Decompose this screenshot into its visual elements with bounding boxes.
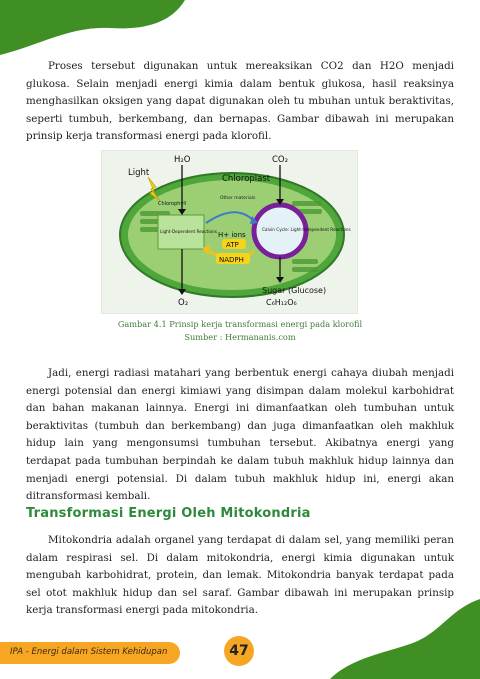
h2o-label: H₂O [174,155,191,165]
light-dependent-label: Light-Dependent Reactions [160,229,217,234]
nadph-label: NADPH [219,256,244,264]
chloroplast-label: Chloroplast [222,174,271,184]
chloroplast-diagram [101,150,358,314]
intro-paragraph: Proses tersebut digunakan untuk mereaksikan CO2 dan H2O menjadi glukosa. Selain menjadi energi kimia dalam bentuk glukosa, hasil reaksinya menghasilkan oksigen yang dapat digunakan oleh tu mbuhan untuk beraktivitas, seperti tumbuh, berkembang, dan bernapas. Gambar dibawah ini merupakan prinsip kerja transformasi energi pada klorofil. [26,60,454,143]
figure-source: Sumber : Hermananis.com [184,332,296,342]
decorative-top-blob [0,0,200,60]
sugar-label: Sugar (Glucose) [262,286,327,295]
chlorophyll-label: Chlorophyll [158,201,187,207]
figure-caption: Gambar 4.1 Prinsip kerja transformasi energi pada klorofil [117,319,363,329]
other-materials-label: Other materials [220,196,256,201]
light-label: Light [128,168,150,178]
mitochondria-paragraph: Mitokondria adalah organel yang terdapat di dalam sel, yang memiliki peran dalam respirasi sel. Di dalam mitokondria, energi kimia digunakan untuk mengubah karbohidrat, protein, dan lemak. Mitokondria banyak terdapat pada sel otot makhluk hidup dan sel saraf. Gambar dibawah ini merupakan prinsip kerja transformasi energi pada mitokondria. [26,534,454,617]
h-ions-label: H+ ions [218,231,246,239]
glucose-formula-label: C₆H₁₂O₆ [266,298,297,307]
co2-label: CO₂ [272,155,289,165]
footer-subject: IPA - Energi dalam Sistem Kehidupan [10,647,168,657]
page-number: 47 [224,636,254,666]
o2-label: O₂ [178,298,189,308]
section-heading: Transformasi Energi Oleh Mitokondria [26,506,311,521]
atp-label: ATP [226,241,239,249]
explanation-paragraph: Jadi, energi radiasi matahari yang berbentuk energi cahaya diubah menjadi energi potensial dan energi kimiawi yang disimpan dalam molekul karbohidrat dan bahan makanan lainnya. Energi ini dimanfaatkan oleh tumbuhan untuk beraktivitas (tumbuh dan berkembang) dan juga dimanfaatkan oleh makhluk hidup lain yang mengonsumsi tumbuhan tersebut. Akibatnya energi yang terdapat pada tumbuhan berpindah ke dalam tubuh makhluk hidup lainnya dan menjadi energi potensial. Di dalam tubuh makhluk hidup ini, energi akan ditransformasi kembali. [26,367,454,503]
calvin-cycle-label: Calvin Cycle: Light-Independent Reactions [262,227,351,232]
